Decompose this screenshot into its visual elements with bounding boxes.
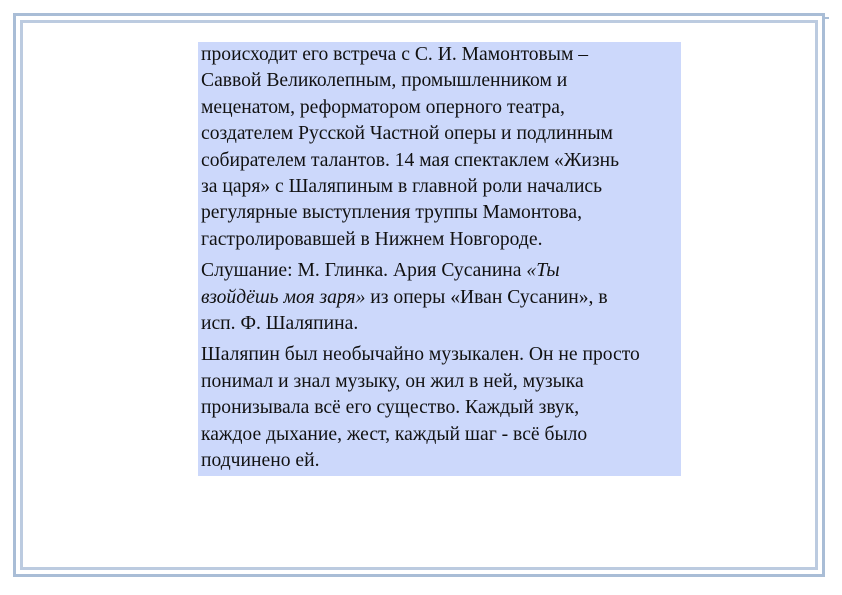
text-line: собирателем талантов. 14 мая спектаклем «Жизнь (201, 149, 620, 171)
text-run: из оперы «Иван Сусанин», в (365, 286, 608, 308)
text-line: каждое дыхание, жест, каждый шаг - всё было (201, 423, 588, 445)
text-line: Саввой Великолепным, промышленником и (201, 70, 568, 92)
text-line: понимал и знал музыку, он жил в ней, музыка (201, 370, 584, 392)
paragraph-musicality (201, 342, 681, 474)
aria-title-italic: взойдёшь моя заря» (201, 286, 366, 308)
text-line: подчинено ей. (201, 450, 320, 472)
text-line: происходит его встреча с С. И. Мамонтовым – (201, 44, 589, 65)
frame-corner-ornament (823, 13, 829, 19)
paragraph-listening (201, 258, 681, 337)
text-box (198, 42, 681, 476)
text-line: регулярные выступления труппы Мамонтова, (201, 202, 583, 224)
text-line: Шаляпин был необычайно музыкален. Он не просто (201, 344, 640, 366)
text-line: за царя» с Шаляпиным в главной роли начались (201, 176, 603, 198)
text-line (201, 285, 681, 311)
text-line: меценатом, реформатором оперного театра, (201, 96, 565, 118)
text-run: Слушание: М. Глинка. Ария Сусанина (201, 260, 527, 282)
text-line: гастролировавшей в Нижнем Новгороде. (201, 228, 543, 250)
paragraph-biography (201, 42, 681, 253)
text-line: исп. Ф. Шаляпина. (201, 313, 359, 335)
text-line: создателем Русской Частной оперы и подлинным (201, 123, 613, 145)
text-line: пронизывала всё его существо. Каждый звук, (201, 397, 580, 419)
text-line (201, 258, 681, 284)
aria-title-italic: «Ты (526, 260, 560, 282)
